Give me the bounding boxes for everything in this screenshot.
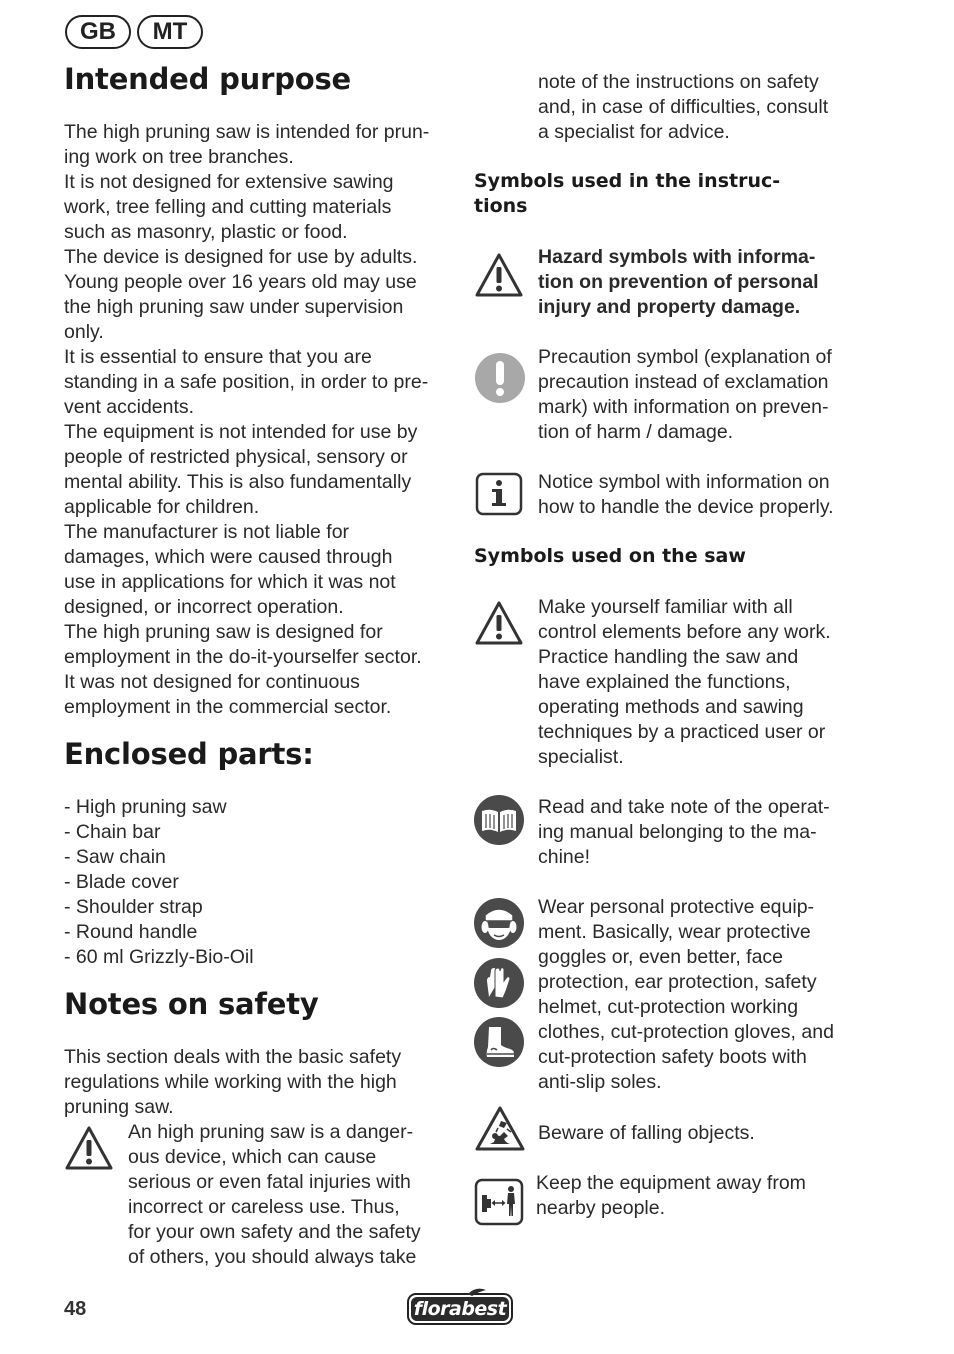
- face-protection-icon: [473, 897, 525, 949]
- text-line: standing in a safe position, in order to pre-: [64, 371, 429, 393]
- text-line: Wear personal protective equip-: [538, 896, 815, 918]
- text-line: use in applications for which it was not: [64, 571, 396, 593]
- text-line: work, tree felling and cutting materials: [64, 196, 392, 218]
- text-line: Young people over 16 years old may use: [64, 271, 417, 293]
- intended-purpose-text: [64, 120, 464, 720]
- text-line: Symbols used in the instruc-: [474, 170, 781, 192]
- page-number: 48: [64, 1298, 87, 1320]
- text-line: ous device, which can cause: [128, 1146, 377, 1168]
- text-line: how to handle the device properly.: [538, 496, 834, 518]
- text-line: The equipment is not intended for use by: [64, 421, 418, 443]
- text-line: precaution instead of exclamation: [538, 371, 829, 393]
- text-line: Keep the equipment away from: [536, 1172, 806, 1194]
- hazard-symbol-text: [538, 245, 858, 320]
- read-manual-symbol-text: [538, 795, 858, 870]
- list-item: - Chain bar: [64, 821, 161, 843]
- familiar-symbol-text: [538, 595, 858, 770]
- lang-badge-gb: GB: [65, 15, 131, 49]
- list-item: - Shoulder strap: [64, 896, 203, 918]
- falling-objects-icon: [474, 1106, 526, 1152]
- text-line: Read and take note of the operat-: [538, 796, 830, 818]
- ppe-symbol-text: [538, 895, 858, 1095]
- text-line: techniques by a practiced user or: [538, 721, 826, 743]
- precaution-symbol-text: [538, 345, 858, 445]
- paragraph: [64, 170, 464, 245]
- text-line: The high pruning saw is designed for: [64, 621, 383, 643]
- notice-symbol-text: [538, 470, 858, 520]
- text-line: It is essential to ensure that you are: [64, 346, 372, 368]
- protective-gloves-icon: [473, 957, 525, 1009]
- safety-continued-text: [538, 70, 868, 145]
- notes-on-safety-heading: Notes on safety: [64, 987, 319, 1021]
- text-line: for your own safety and the safety: [128, 1221, 421, 1243]
- paragraph: [64, 245, 464, 345]
- notice-info-icon: [475, 472, 523, 516]
- read-manual-book-icon: [473, 794, 525, 846]
- text-line: Beware of falling objects.: [538, 1122, 755, 1144]
- text-line: ing manual belonging to the ma-: [538, 821, 817, 843]
- text-line: and, in case of difficulties, consult: [538, 96, 829, 118]
- text-line: ment. Basically, wear protective: [538, 921, 811, 943]
- text-line: Practice handling the saw and: [538, 646, 799, 668]
- text-line: The device is designed for use by adults.: [64, 246, 418, 268]
- text-line: helmet, cut-protection working: [538, 996, 799, 1018]
- paragraph: [64, 520, 464, 620]
- list-item: - 60 ml Grizzly-Bio-Oil: [64, 946, 254, 968]
- lang-badge-mt: MT: [137, 15, 203, 49]
- text-line: nearby people.: [536, 1197, 666, 1219]
- text-line: tion of harm / damage.: [538, 421, 734, 443]
- text-line: specialist.: [538, 746, 624, 768]
- paragraph: [64, 420, 464, 520]
- hazard-triangle-icon: [474, 252, 524, 298]
- text-line: cut-protection safety boots with: [538, 1046, 807, 1068]
- text-line: An high pruning saw is a danger-: [128, 1121, 414, 1143]
- paragraph: [64, 620, 464, 720]
- text-line: protection, ear protection, safety: [538, 971, 817, 993]
- intended-purpose-heading: Intended purpose: [64, 62, 352, 96]
- text-line: only.: [64, 321, 104, 343]
- text-line: anti-slip soles.: [538, 1071, 662, 1093]
- text-line: The high pruning saw is intended for prun-: [64, 121, 430, 143]
- text-line: note of the instructions on safety: [538, 71, 819, 93]
- text-line: regulations while working with the high: [64, 1071, 397, 1093]
- falling-objects-symbol-text: [538, 1121, 858, 1146]
- paragraph: [64, 120, 464, 170]
- safety-boots-icon: [473, 1016, 525, 1068]
- text-line: employment in the commercial sector.: [64, 696, 392, 718]
- symbols-instructions-heading: [474, 169, 854, 219]
- keep-away-people-icon: [474, 1178, 524, 1226]
- text-line: It is not designed for extensive sawing: [64, 171, 394, 193]
- logo-text: florabest: [413, 1298, 507, 1320]
- text-line: Notice symbol with information on: [538, 471, 830, 493]
- text-line: injury and property damage.: [538, 296, 801, 318]
- text-line: the high pruning saw under supervision: [64, 296, 404, 318]
- text-line: pruning saw.: [64, 1096, 174, 1118]
- text-line: goggles or, even better, face: [538, 946, 784, 968]
- florabest-logo: [406, 1286, 514, 1326]
- text-line: serious or even fatal injuries with: [128, 1171, 411, 1193]
- text-line: chine!: [538, 846, 591, 868]
- text-line: This section deals with the basic safety: [64, 1046, 402, 1068]
- text-line: applicable for children.: [64, 496, 260, 518]
- text-line: employment in the do-it-yourselfer sector.: [64, 646, 422, 668]
- text-line: incorrect or careless use. Thus,: [128, 1196, 400, 1218]
- text-line: damages, which were caused through: [64, 546, 393, 568]
- notes-on-safety-intro: [64, 1045, 464, 1120]
- text-line: a specialist for advice.: [538, 121, 730, 143]
- text-line: mental ability. This is also fundamentally: [64, 471, 412, 493]
- warning-triangle-icon: [64, 1125, 114, 1171]
- text-line: designed, or incorrect operation.: [64, 596, 344, 618]
- precaution-exclamation-icon: [474, 352, 526, 404]
- text-line: The manufacturer is not liable for: [64, 521, 350, 543]
- text-line: tions: [474, 195, 528, 217]
- text-line: clothes, cut-protection gloves, and: [538, 1021, 834, 1043]
- text-line: tion on prevention of personal: [538, 271, 819, 293]
- text-line: Make yourself familiar with all: [538, 596, 793, 618]
- text-line: Precaution symbol (explanation of: [538, 346, 832, 368]
- text-line: vent accidents.: [64, 396, 195, 418]
- enclosed-parts-list: [64, 795, 464, 970]
- keep-away-symbol-text: [536, 1171, 856, 1221]
- warning-triangle-icon: [474, 600, 524, 646]
- text-line: ing work on tree branches.: [64, 146, 294, 168]
- paragraph: [64, 345, 464, 420]
- list-item: - Saw chain: [64, 846, 166, 868]
- list-item: - High pruning saw: [64, 796, 227, 818]
- text-line: have explained the functions,: [538, 671, 791, 693]
- list-item: - Round handle: [64, 921, 198, 943]
- notes-on-safety-warning: [128, 1120, 458, 1270]
- text-line: such as masonry, plastic or food.: [64, 221, 348, 243]
- text-line: people of restricted physical, sensory or: [64, 446, 408, 468]
- list-item: - Blade cover: [64, 871, 179, 893]
- text-line: operating methods and sawing: [538, 696, 804, 718]
- text-line: mark) with information on preven-: [538, 396, 829, 418]
- text-line: of others, you should always take: [128, 1246, 417, 1268]
- symbols-saw-heading: Symbols used on the saw: [474, 545, 746, 567]
- enclosed-parts-heading: Enclosed parts:: [64, 737, 314, 771]
- text-line: control elements before any work.: [538, 621, 831, 643]
- text-line: Hazard symbols with informa-: [538, 246, 816, 268]
- text-line: It was not designed for continuous: [64, 671, 360, 693]
